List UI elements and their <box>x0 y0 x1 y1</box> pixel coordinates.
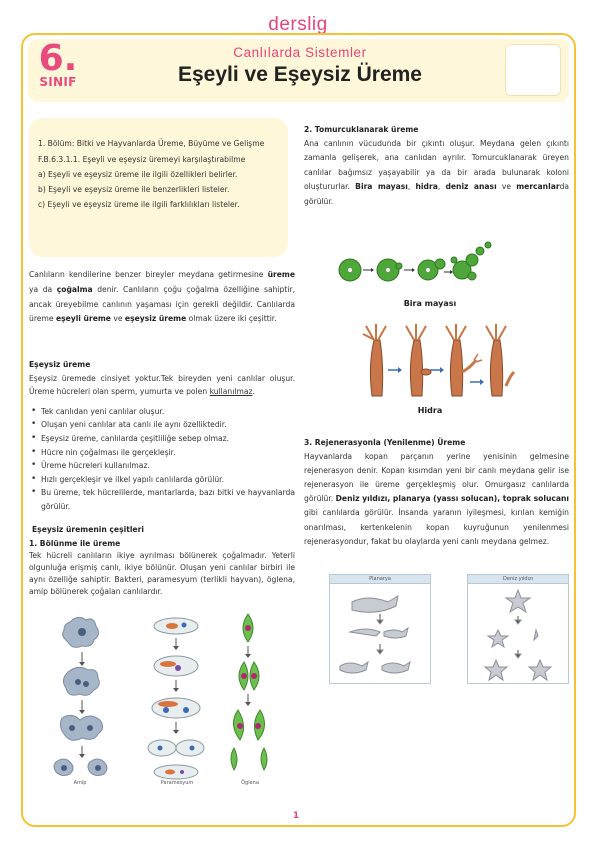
euglena-sequence <box>231 614 267 770</box>
planaria-figure <box>329 574 431 684</box>
list-item: • Bu üreme, tek hücrelilerde, mantarlarda, bazı bitki ve hayvanlarda görülür. <box>29 486 295 513</box>
paramecium-sequence <box>148 618 204 779</box>
list-item: • Üreme hücreleri kullanılmaz. <box>29 459 295 473</box>
goals-intro: 1. Bölüm: Bitki ve Hayvanlarda Üreme, Büyüme ve Gelişme <box>38 139 265 148</box>
section-heading: Eşeysiz üremenin çeşitleri <box>32 525 144 534</box>
header-corner-box <box>505 44 561 96</box>
grade-number: 6. <box>38 38 78 79</box>
list-item: • Tek canlıdan yeni canlılar oluşur. <box>29 405 295 419</box>
section-heading: Eşeysiz üreme <box>29 360 91 369</box>
section-heading: 2. Tomurcuklanarak üreme <box>304 125 419 134</box>
figure-label-paramecium: Paramesyum <box>160 780 194 786</box>
brand-name: derslig <box>268 14 328 35</box>
planaria-drawing <box>330 584 430 684</box>
grade-label: SINIF <box>39 75 77 89</box>
asexual-section: Eşeysiz üreme Eşeysiz üremede cinsiyet yoktur.Tek bireyden yeni canlılar oluşur. Üreme hücreleri olan sperm, yumurta ve polen kullanılmaz. • Tek canlıdan yeni canlılar oluşur. • Oluşan yeni canlılar ata canlı ile aynı özelliktedir. • Eşeysiz üreme, canlılarda çeşitliliğe sebep olmaz. • Hücre nin çoğalması ile gerçekleşir. • Üreme hücreleri kullanılmaz. • Hızlı gerçekleşir ve ilkel yapılı canlılarda görülür. • Bu üreme, tek hücrelilerde, mantarlarda, bazı bitki ve hayvanlarda görülür. <box>29 358 295 514</box>
goals-item: b) Eşeyli ve eşeysiz üreme ile benzerlikleri listeler. <box>38 185 230 194</box>
subsection-heading: 1. Bölünme ile üreme <box>29 538 121 548</box>
figure-label-amoeba: Amip <box>73 780 87 786</box>
figure-label-euglena: Öglena <box>241 780 259 786</box>
fission-section <box>29 523 295 597</box>
starfish-figure <box>467 574 569 684</box>
list-item: • Oluşan yeni canlılar ata canlı ile aynı özelliktedir. <box>29 418 295 432</box>
hydra-figure <box>358 322 518 400</box>
regeneration-section: 3. Rejenerasyonla (Yenilenme) Üreme Hayvanlarda kopan parçanın yerine yenisinin gelmesine rejenerasyon denir. Kopan kısımdan yeni bir canlı meydana gelir ise rejenerasyon ile üreme gerçekleşmiş olur. Omurgasız canlılarda görülür. Deniz yıldızı, planarya (yassı solucan), toprak solucanı gibi canlılarda görülür. İnsanda yaranın iyileşmesi, kırılan kemiğin onarılması, kertenkelenin kopan kuyruğunun yenilenmesi rejenerasyondur, fakat bu olaylarda yeni canlı meydana gelmez. <box>304 438 570 546</box>
figure-caption-yeast: Bira mayası <box>403 299 457 308</box>
goals-item: c) Eşeyli ve eşeysiz üreme ile ilgili farklılıkları listeler. <box>38 200 240 209</box>
left-intro: Canlıların kendilerine benzer bireyler meydana getirmesine üreme ya da çoğalma denir. Canlıların çoğu çoğalma özelliğine sahiptir, ancak üreyebilme canlının yaşaması için gerekli değildir. Canlılarda üreme eşeyli üreme ve eşeysiz üreme olmak üzere iki çeşittir. <box>29 270 296 324</box>
grade-badge <box>36 38 80 92</box>
starfish-drawing <box>468 584 568 684</box>
list-item: • Hızlı gerçekleşir ve ilkel yapılı canlılarda görülür. <box>29 473 295 487</box>
list-item: • Hücre nin çoğalması ile gerçekleşir. <box>29 446 295 460</box>
page-title: Eşeyli ve Eşeysiz Üreme <box>177 63 422 86</box>
section-heading: 3. Rejenerasyonla (Yenilenme) Üreme <box>304 438 466 447</box>
learning-goals-panel <box>29 118 288 257</box>
amoeba-sequence <box>54 617 107 775</box>
figure-label-starfish: Deniz yıldızı <box>502 576 533 582</box>
figure-caption-hydra: Hidra <box>417 406 443 415</box>
budding-section: 2. Tomurcuklanarak üreme Ana canlının vücudunda bir çıkıntı oluşur. Meydana gelen çıkıntı zamanla gelişerek, ana canlıdan ayrılır. Tomurcuklanarak üreyen canlılar bağımsız yaşayabilir ya da bir arada bulunarak koloni oluştururlar. Bira mayası, hidra, deniz anası ve mercanlarda görülür. <box>304 125 570 206</box>
yeast-figure <box>336 240 496 296</box>
figure-label-planaria: Planarya <box>369 576 391 582</box>
fission-figure <box>48 610 288 792</box>
page-number: 1 <box>272 808 320 825</box>
asexual-bullet-list <box>29 405 295 514</box>
fission-text: Tek hücreli canlıların ikiye ayrılması bölünerek çoğalmadır. Yeterli olgunluğa erişmiş canlı, ikiye bölünür. Oluşan yeni canlılar birbiri ile aynı özelliğe sahiptir. Bakteri, paramesyum (terlikli hayvan), öglena, amip bölünerek çoğalan canlılardır. <box>29 551 295 596</box>
unit-subtitle: Canlılarda Sistemler <box>233 45 367 60</box>
list-item: • Eşeysiz üreme, canlılarda çeşitliliğe sebep olmaz. <box>29 432 295 446</box>
goals-code: F.B.6.3.1.1. Eşeyli ve eşeysiz üremeyi karşılaştırabilme <box>38 155 246 164</box>
goals-item: a) Eşeyli ve eşeysiz üreme ile ilgili özellikleri belirler. <box>38 170 238 179</box>
